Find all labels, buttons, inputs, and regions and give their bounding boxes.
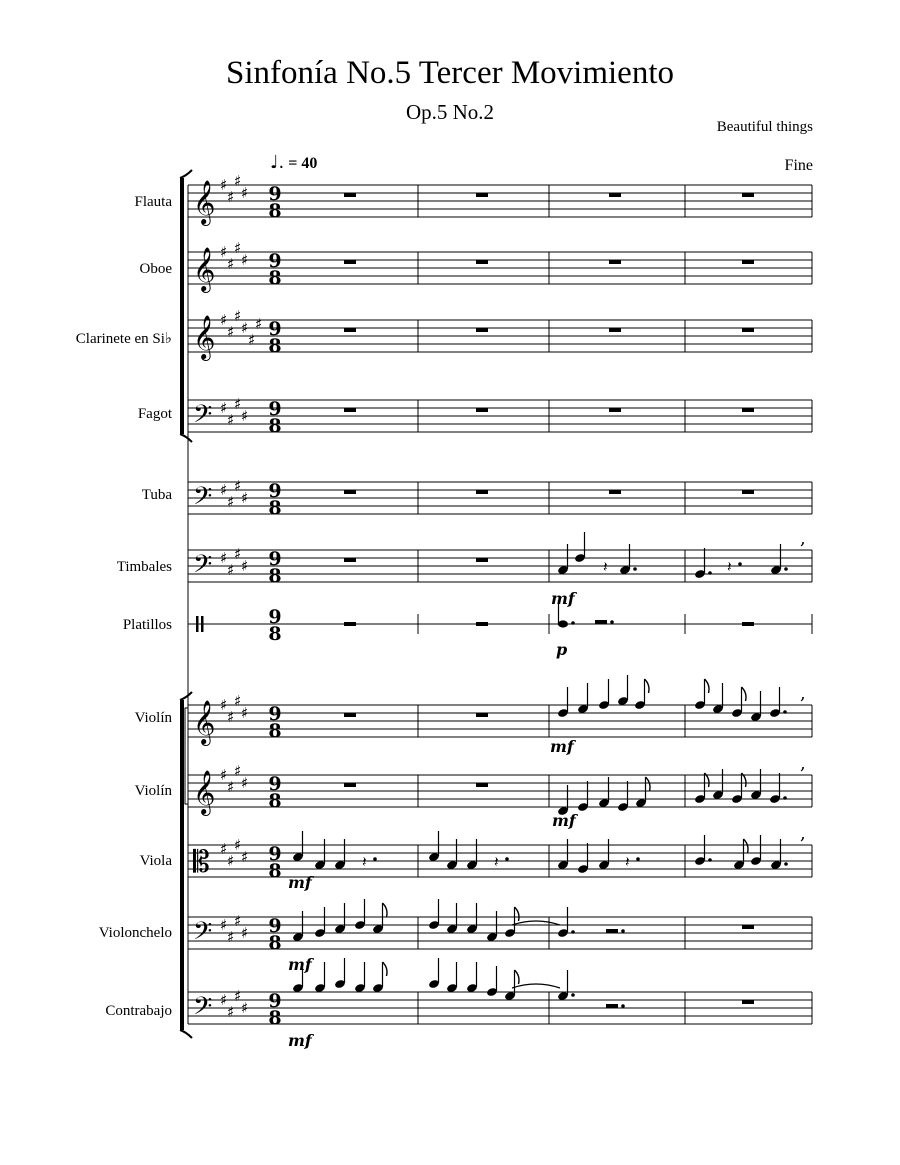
percussion-clef — [201, 616, 204, 632]
sharp-icon: ♯ — [227, 928, 235, 946]
whole-rest — [742, 328, 754, 332]
breath-mark: , — [800, 823, 806, 844]
time-signature-numerator: 9 — [268, 606, 282, 628]
bass-clef-icon: 𝄢 — [193, 917, 213, 952]
augmentation-dot — [571, 993, 575, 997]
whole-rest — [476, 193, 488, 197]
note-flag — [742, 687, 747, 701]
dynamic-marking: mf — [552, 811, 576, 830]
time-signature-numerator: 9 — [268, 915, 282, 937]
sharp-icon: ♯ — [248, 331, 256, 349]
dynamic-marking: mf — [288, 1031, 312, 1050]
half-rest — [606, 929, 618, 933]
sharp-icon: ♯ — [227, 411, 235, 429]
sharp-icon: ♯ — [220, 311, 228, 329]
augmentation-dot — [571, 930, 575, 934]
instrument-name: Viola — [139, 853, 172, 869]
bass-clef-icon: 𝄢 — [193, 992, 213, 1027]
bass-clef-icon: 𝄢 — [193, 400, 213, 435]
quarter-rest-icon: 𝄽 — [625, 853, 630, 871]
fine-marking: Fine — [784, 157, 813, 174]
treble-clef-icon: 𝄞 — [193, 770, 216, 814]
sharp-icon: ♯ — [241, 848, 249, 866]
time-signature-denominator: 8 — [268, 267, 282, 289]
bass-clef-icon: 𝄢 — [193, 482, 213, 517]
whole-rest — [344, 558, 356, 562]
whole-rest — [609, 490, 621, 494]
augmentation-dot — [783, 710, 787, 714]
dynamic-marking: mf — [288, 873, 312, 892]
sharp-icon: ♯ — [234, 172, 242, 190]
sharp-icon: ♯ — [234, 395, 242, 413]
instrument-name: Clarinete en Si♭ — [75, 331, 172, 347]
whole-rest — [344, 490, 356, 494]
whole-rest — [344, 328, 356, 332]
sharp-icon: ♯ — [241, 924, 249, 942]
whole-rest — [609, 408, 621, 412]
note-flag — [383, 962, 388, 976]
percussion-clef — [196, 616, 199, 632]
breath-mark: , — [800, 683, 806, 704]
sharp-icon: ♯ — [241, 251, 249, 269]
whole-rest — [476, 622, 488, 626]
note-flag — [705, 679, 710, 693]
time-signature-denominator: 8 — [268, 565, 282, 587]
quarter-rest-icon: 𝄽 — [494, 853, 499, 871]
instrument-name: Timbales — [116, 559, 172, 575]
augmentation-dot — [708, 858, 712, 862]
time-signature-denominator: 8 — [268, 415, 282, 437]
alto-clef-icon: 𝄡 — [193, 845, 210, 880]
whole-rest — [476, 713, 488, 717]
woodwind-bracket-cap — [180, 170, 192, 178]
dynamic-marking: p — [556, 640, 568, 659]
time-signature-denominator: 8 — [268, 790, 282, 812]
time-signature-numerator: 9 — [268, 398, 282, 420]
whole-rest — [344, 193, 356, 197]
instrument-name: Oboe — [139, 261, 172, 277]
whole-rest — [609, 260, 621, 264]
whole-rest — [476, 558, 488, 562]
sharp-icon: ♯ — [241, 704, 249, 722]
time-signature-denominator: 8 — [268, 497, 282, 519]
quarter-rest-icon: 𝄽 — [603, 558, 608, 576]
time-signature-numerator: 9 — [268, 183, 282, 205]
note-flag — [645, 679, 650, 693]
strings-bracket-cap — [180, 692, 192, 700]
augmentation-dot — [571, 621, 575, 625]
augmentation-dot — [373, 857, 377, 861]
sharp-icon: ♯ — [241, 184, 249, 202]
note-flag — [515, 970, 520, 984]
whole-rest — [742, 193, 754, 197]
whole-rest — [742, 925, 754, 929]
sharp-icon: ♯ — [255, 315, 263, 333]
woodwind-bracket-cap — [180, 434, 192, 442]
treble-clef-icon: 𝄞 — [193, 315, 216, 359]
dynamic-marking: mf — [550, 737, 574, 756]
whole-rest — [344, 713, 356, 717]
tie — [512, 984, 560, 988]
sharp-icon: ♯ — [227, 188, 235, 206]
instrument-name: Violonchelo — [98, 925, 172, 941]
instrument-name: Violín — [134, 710, 172, 726]
whole-rest — [476, 490, 488, 494]
strings-bracket-cap — [180, 1030, 192, 1038]
whole-rest — [742, 622, 754, 626]
sharp-icon: ♯ — [220, 766, 228, 784]
sharp-icon: ♯ — [220, 549, 228, 567]
strings-bracket — [180, 700, 184, 1030]
sharp-icon: ♯ — [220, 243, 228, 261]
instrument-name: Contrabajo — [105, 1003, 172, 1019]
dynamic-marking: mf — [551, 589, 575, 608]
whole-rest — [476, 408, 488, 412]
time-signature-numerator: 9 — [268, 843, 282, 865]
whole-rest — [742, 490, 754, 494]
augmentation-dot — [621, 929, 625, 933]
sharp-icon: ♯ — [241, 319, 249, 337]
sharp-icon: ♯ — [227, 561, 235, 579]
score-title: Sinfonía No.5 Tercer Movimiento — [226, 55, 674, 91]
sharp-icon: ♯ — [220, 176, 228, 194]
time-signature-numerator: 9 — [268, 250, 282, 272]
augmentation-dot — [636, 857, 640, 861]
time-signature-numerator: 9 — [268, 480, 282, 502]
whole-rest — [344, 622, 356, 626]
sharp-icon: ♯ — [227, 1003, 235, 1021]
tie — [512, 921, 560, 925]
whole-rest — [609, 328, 621, 332]
instrument-name: Tuba — [141, 487, 172, 503]
augmentation-dot — [633, 567, 637, 571]
instrument-name: Violín — [134, 783, 172, 799]
composer: Beautiful things — [716, 119, 813, 135]
sharp-icon: ♯ — [227, 708, 235, 726]
sharp-icon: ♯ — [234, 912, 242, 930]
augmentation-dot — [708, 571, 712, 575]
woodwind-bracket — [180, 178, 184, 434]
sharp-icon: ♯ — [227, 493, 235, 511]
breath-mark: , — [800, 753, 806, 774]
sharp-icon: ♯ — [227, 323, 235, 341]
treble-clef-icon: 𝄞 — [193, 700, 216, 744]
whole-rest — [476, 783, 488, 787]
sharp-icon: ♯ — [220, 991, 228, 1009]
time-signature-numerator: 9 — [268, 703, 282, 725]
sharp-icon: ♯ — [241, 999, 249, 1017]
quarter-rest-icon: 𝄽 — [362, 853, 367, 871]
time-signature-denominator: 8 — [268, 860, 282, 882]
sharp-icon: ♯ — [234, 692, 242, 710]
sharp-icon: ♯ — [220, 916, 228, 934]
sharp-icon: ♯ — [234, 239, 242, 257]
sharp-icon: ♯ — [234, 477, 242, 495]
whole-rest — [344, 260, 356, 264]
tempo-value: = 40 — [288, 155, 318, 172]
whole-rest — [476, 328, 488, 332]
instrument-name: Platillos — [122, 617, 172, 633]
sharp-icon: ♯ — [227, 852, 235, 870]
whole-rest — [476, 260, 488, 264]
whole-rest — [742, 408, 754, 412]
time-signature-denominator: 8 — [268, 932, 282, 954]
score-subtitle: Op.5 No.2 — [405, 100, 495, 124]
sharp-icon: ♯ — [220, 840, 228, 858]
bass-clef-icon: 𝄢 — [193, 550, 213, 585]
quarter-rest-icon: 𝄽 — [727, 558, 732, 576]
sharp-icon: ♯ — [220, 696, 228, 714]
instrument-name: Fagot — [137, 406, 172, 422]
sharp-icon: ♯ — [234, 987, 242, 1005]
time-signature-denominator: 8 — [268, 1007, 282, 1029]
time-signature-numerator: 9 — [268, 990, 282, 1012]
time-signature-denominator: 8 — [268, 623, 282, 645]
time-signature-numerator: 9 — [268, 773, 282, 795]
sharp-icon: ♯ — [241, 407, 249, 425]
note-flag — [515, 907, 520, 921]
sharp-icon: ♯ — [227, 778, 235, 796]
note-flag — [646, 777, 651, 791]
augmentation-dot — [738, 562, 742, 566]
sharp-icon: ♯ — [220, 481, 228, 499]
instrument-name: Flauta — [134, 194, 172, 210]
treble-clef-icon: 𝄞 — [193, 180, 216, 224]
time-signature-numerator: 9 — [268, 548, 282, 570]
sharp-icon: ♯ — [241, 774, 249, 792]
dotted-quarter-note-icon: ♩. — [270, 152, 285, 173]
half-rest — [606, 1004, 618, 1008]
sharp-icon: ♯ — [234, 307, 242, 325]
note-flag — [383, 903, 388, 917]
whole-rest — [742, 1000, 754, 1004]
note-flag — [744, 839, 749, 853]
time-signature-denominator: 8 — [268, 335, 282, 357]
dynamic-marking: mf — [288, 955, 312, 974]
augmentation-dot — [610, 620, 614, 624]
sharp-icon: ♯ — [227, 255, 235, 273]
sharp-icon: ♯ — [234, 836, 242, 854]
time-signature-denominator: 8 — [268, 720, 282, 742]
augmentation-dot — [621, 1004, 625, 1008]
sharp-icon: ♯ — [234, 762, 242, 780]
time-signature-denominator: 8 — [268, 200, 282, 222]
breath-mark: , — [800, 528, 806, 549]
notehead — [558, 620, 568, 627]
half-rest — [595, 620, 607, 624]
sharp-icon: ♯ — [220, 399, 228, 417]
augmentation-dot — [783, 796, 787, 800]
sharp-icon: ♯ — [241, 489, 249, 507]
sharp-icon: ♯ — [234, 545, 242, 563]
augmentation-dot — [505, 857, 509, 861]
whole-rest — [344, 783, 356, 787]
treble-clef-icon: 𝄞 — [193, 247, 216, 291]
whole-rest — [742, 260, 754, 264]
time-signature-numerator: 9 — [268, 318, 282, 340]
sharp-icon: ♯ — [241, 557, 249, 575]
whole-rest — [344, 408, 356, 412]
augmentation-dot — [784, 567, 788, 571]
whole-rest — [609, 193, 621, 197]
augmentation-dot — [784, 862, 788, 866]
